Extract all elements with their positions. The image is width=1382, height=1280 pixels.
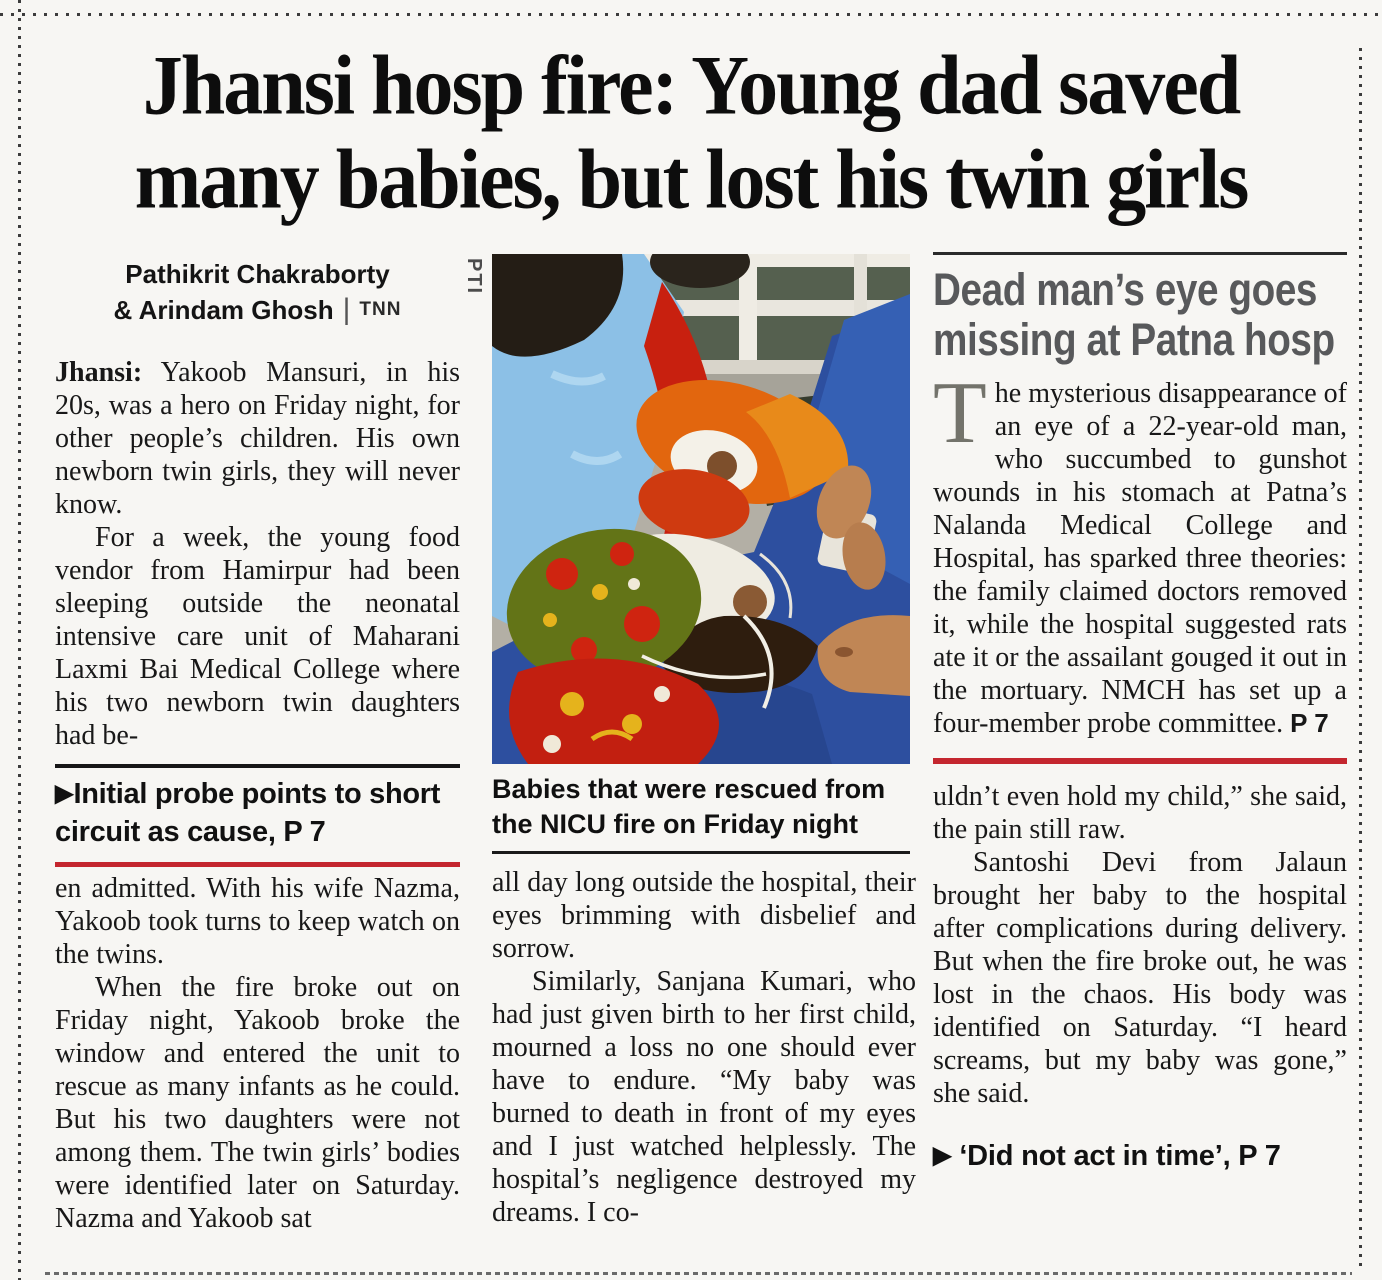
paragraph: uldn’t even hold my child,” she said, the pain still raw. (933, 781, 1347, 845)
paragraph-text: he mysterious disappearance of an eye of a 22-year-old man, who succumbed to gunshot wounds in his stomach at Patna’s Nalanda Medical College and Hospital, has sparked three theories: the family claimed doctors removed it, while the hospital suggested rats ate it or the assailant gouged it out in the mortuary. NMCH has set up a four-member probe committee. (933, 378, 1347, 739)
bottom-dashed-border (45, 1272, 1352, 1275)
paragraph: For a week, the young food vendor from Hamirpur had been sleeping outside the neonatal intensive care unit of Maharani Laxmi Bai Medical College where his two newborn twin daughters had be- (55, 522, 460, 751)
photo-credit: PTI (463, 258, 485, 296)
column-2-lower (492, 866, 916, 1229)
sidebar-top-rule (933, 252, 1347, 255)
probe-pointer-text: Initial probe points to short circuit as cause, P 7 (55, 778, 441, 848)
paragraph (933, 365, 1347, 740)
pointer-arrow-icon: ▶ (933, 1142, 952, 1169)
bottom-pointer (933, 1140, 1347, 1173)
probe-pointer-box (55, 764, 460, 867)
dateline: Jhansi: (55, 357, 143, 388)
paragraph: all day long outside the hospital, their eyes brimming with disbelief and sorrow. (492, 867, 916, 964)
byline-agency: TNN (359, 299, 402, 320)
rescued-babies-photo (492, 254, 910, 764)
byline-author-1: Pathikrit Chakraborty (125, 259, 390, 289)
caption-divider-rule (492, 851, 910, 854)
main-headline-line1: Jhansi hosp fire: Young dad saved (142, 39, 1240, 133)
byline-divider: | (342, 293, 351, 326)
byline-author-2: & Arindam Ghosh (113, 295, 334, 325)
column-1-lower (55, 872, 460, 1235)
right-dotted-border (1359, 48, 1362, 1272)
photo-caption: Babies that were rescued from the NICU fire on Friday night (492, 774, 886, 839)
sidebar-headline: Dead man’s eye goes missing at Patna hosp (933, 264, 1335, 365)
paragraph: Similarly, Sanjana Kumari, who had just given birth to her first child, mourned a loss no one should ever have to endure. “My baby was burned to death in front of my eyes and I just watched helplessly. The hospital’s negligence destroyed my dreams. I co- (492, 966, 916, 1228)
paragraph: Santoshi Devi from Jalaun brought her baby to the hospital after complications during delivery. But when the fire broke out, he was lost in the chaos. His body was identified on Saturday. “I heard screams, but my baby was gone,” she said. (933, 847, 1347, 1109)
left-dotted-border (18, 0, 21, 1280)
sidebar-body (933, 365, 1347, 740)
column-3-lower (933, 780, 1347, 1110)
page-reference: P 7 (1290, 708, 1329, 738)
bottom-pointer-text: ‘Did not act in time’, P 7 (959, 1140, 1281, 1172)
drop-cap: T (933, 365, 987, 462)
main-headline-line2: many babies, but lost his twin girls (134, 133, 1248, 227)
paragraph-text: Yakoob Mansuri, in his 20s, was a hero on Friday night, for other people’s children. His own newborn twin girls, they will never know. (55, 357, 460, 520)
column-1-upper (55, 356, 460, 752)
paragraph (55, 356, 460, 521)
paragraph: en admitted. With his wife Nazma, Yakoob took turns to keep watch on the twins. (55, 873, 460, 970)
sidebar-article (933, 252, 1347, 1173)
byline (55, 256, 460, 328)
main-headline (40, 36, 1342, 227)
pointer-arrow-icon: ▶ (55, 780, 74, 807)
paragraph: When the fire broke out on Friday night, Yakoob broke the window and entered the unit to rescue as many infants as he could. But his two daughters were not among them. The twin girls’ bodies were identified later on Saturday. Nazma and Yakoob sat (55, 972, 460, 1234)
top-dotted-border (0, 13, 1382, 16)
sidebar-red-rule (933, 758, 1347, 764)
photo-illustration (492, 254, 910, 764)
